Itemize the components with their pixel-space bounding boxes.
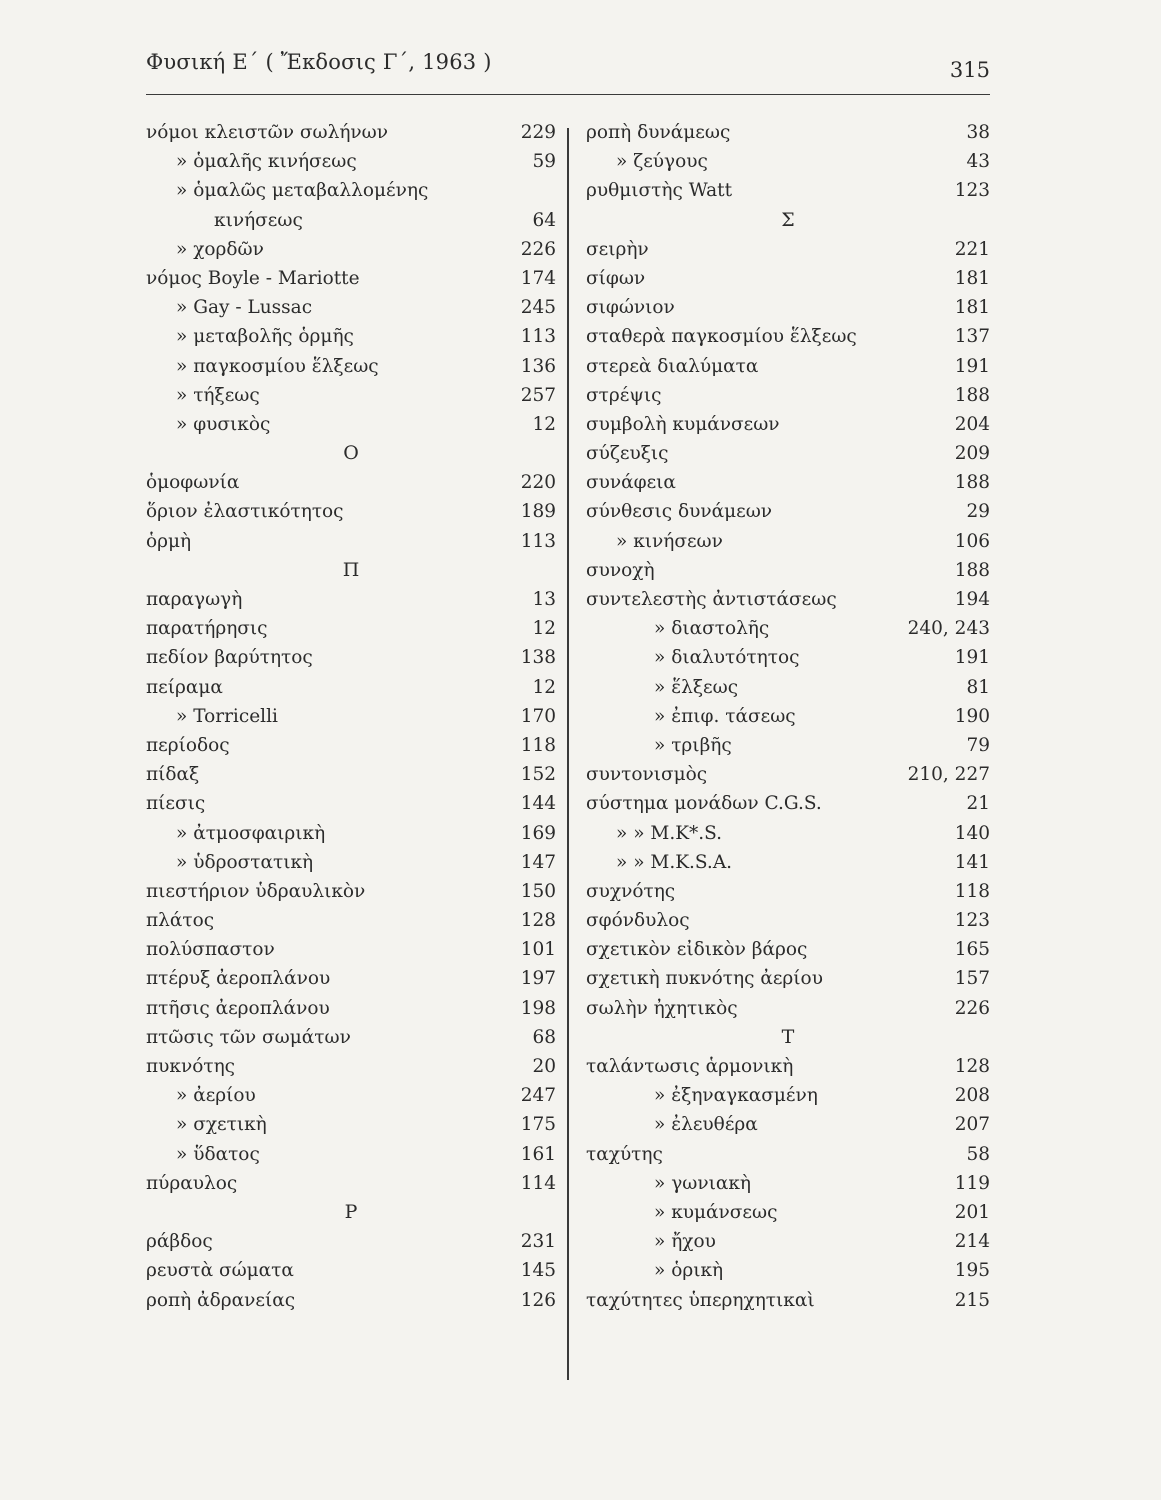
index-term: » ὁμαλῆς κινήσεως bbox=[176, 151, 357, 173]
index-page-ref: 197 bbox=[520, 968, 556, 990]
page-number: 315 bbox=[949, 58, 990, 82]
index-page-ref: 175 bbox=[520, 1114, 556, 1136]
index-page-ref: 137 bbox=[954, 326, 990, 348]
index-term: » ἀερίου bbox=[176, 1085, 256, 1107]
index-entry bbox=[586, 994, 990, 1023]
index-entry bbox=[586, 293, 990, 322]
index-page-ref: 140 bbox=[954, 822, 990, 844]
index-page-ref: 12 bbox=[532, 618, 556, 640]
index-entry bbox=[146, 1169, 556, 1198]
index-term: συντονισμὸς bbox=[586, 764, 708, 786]
index-page-ref: 231 bbox=[520, 1231, 556, 1253]
index-entry bbox=[586, 1227, 990, 1256]
index-page-ref: 64 bbox=[532, 209, 556, 231]
index-page-ref: 208 bbox=[954, 1085, 990, 1107]
index-page-ref: 12 bbox=[532, 413, 556, 435]
index-term: πίεσις bbox=[146, 793, 206, 815]
index-page-ref: 161 bbox=[520, 1143, 556, 1165]
index-term: » » M.K*.S. bbox=[616, 822, 723, 844]
index-page-ref: 226 bbox=[520, 238, 556, 260]
index-page-ref: 114 bbox=[520, 1172, 556, 1194]
index-term: ταχύτης bbox=[586, 1143, 663, 1165]
index-entry bbox=[146, 789, 556, 818]
index-page-ref: 245 bbox=[520, 297, 556, 319]
index-column-left bbox=[146, 118, 556, 1315]
index-entry bbox=[146, 497, 556, 526]
index-entry bbox=[586, 1169, 990, 1198]
index-term: » ὕδατος bbox=[176, 1143, 260, 1165]
index-entry bbox=[586, 439, 990, 468]
index-page-ref: 188 bbox=[954, 384, 990, 406]
index-entry bbox=[586, 176, 990, 205]
index-page-ref: 229 bbox=[520, 122, 556, 143]
index-entry bbox=[586, 1286, 990, 1315]
index-term: » Gay - Lussac bbox=[176, 297, 313, 319]
index-entry bbox=[146, 352, 556, 381]
index-term: ροπὴ ἀδρανείας bbox=[146, 1289, 296, 1311]
index-page-ref: 209 bbox=[954, 443, 990, 465]
index-page-ref: 174 bbox=[520, 267, 556, 289]
index-entry bbox=[586, 235, 990, 264]
index-entry bbox=[146, 760, 556, 789]
index-entry bbox=[146, 147, 556, 176]
index-entry bbox=[146, 381, 556, 410]
index-page-ref: 138 bbox=[520, 647, 556, 669]
index-term: περίοδος bbox=[146, 734, 230, 756]
index-entry bbox=[146, 906, 556, 935]
index-term: σύζευξις bbox=[586, 443, 669, 465]
index-term: στερεὰ διαλύματα bbox=[586, 355, 759, 377]
index-term: παραγωγὴ bbox=[146, 589, 243, 610]
index-term: » διαστολῆς bbox=[654, 618, 770, 640]
index-page-ref: 119 bbox=[954, 1172, 990, 1194]
index-page-ref: 189 bbox=[520, 501, 556, 523]
index-term: συχνότης bbox=[586, 880, 676, 902]
index-term: » ὁμαλῶς μεταβαλλομένης bbox=[176, 180, 429, 202]
index-entry bbox=[586, 1140, 990, 1169]
section-letter: Ρ bbox=[344, 1200, 358, 1223]
index-entry bbox=[146, 1110, 556, 1139]
index-entry bbox=[146, 935, 556, 964]
index-term: σίφων bbox=[586, 267, 646, 289]
index-term: » μεταβολῆς ὁρμῆς bbox=[176, 326, 354, 348]
index-entry bbox=[146, 176, 556, 205]
index-term: πλάτος bbox=[146, 910, 215, 932]
index-entry bbox=[146, 293, 556, 322]
index-page-ref: 128 bbox=[954, 1056, 990, 1077]
index-term: παρατήρησις bbox=[146, 618, 268, 640]
index-page-ref: 147 bbox=[520, 851, 556, 873]
index-term: » ἤχου bbox=[654, 1231, 716, 1253]
index-entry bbox=[146, 964, 556, 993]
index-entry bbox=[586, 147, 990, 176]
index-entry bbox=[586, 964, 990, 993]
index-term: πύραυλος bbox=[146, 1172, 238, 1194]
index-page-ref: 188 bbox=[954, 472, 990, 494]
index-entry bbox=[586, 264, 990, 293]
index-entry bbox=[586, 527, 990, 556]
index-term: » ζεύγους bbox=[616, 151, 708, 173]
index-term: πεδίον βαρύτητος bbox=[146, 647, 313, 669]
index-term: » τήξεως bbox=[176, 384, 260, 406]
section-letter: Σ bbox=[781, 208, 795, 231]
index-page-ref: 207 bbox=[954, 1114, 990, 1136]
index-page-ref: 38 bbox=[966, 122, 990, 143]
page-header bbox=[146, 44, 990, 95]
index-entry bbox=[146, 614, 556, 643]
index-page-ref: 191 bbox=[954, 355, 990, 377]
index-page-ref: 198 bbox=[520, 997, 556, 1019]
index-entry bbox=[586, 731, 990, 760]
index-entry bbox=[146, 1052, 556, 1081]
index-entry bbox=[586, 789, 990, 818]
index-page-ref: 210, 227 bbox=[907, 764, 990, 786]
index-page-ref: 58 bbox=[966, 1143, 990, 1165]
index-term: συμβολὴ κυμάνσεων bbox=[586, 413, 780, 435]
index-entry bbox=[586, 702, 990, 731]
index-term: ὁρμὴ bbox=[146, 530, 192, 552]
index-entry bbox=[146, 877, 556, 906]
index-term: σταθερὰ παγκοσμίου ἕλξεως bbox=[586, 326, 857, 348]
index-term: ταλάντωσις ἁρμονικὴ bbox=[586, 1056, 794, 1077]
index-entry bbox=[586, 322, 990, 351]
index-page-ref: 204 bbox=[954, 413, 990, 435]
index-term: σύνθεσις δυνάμεων bbox=[586, 501, 773, 523]
index-page-ref: 113 bbox=[520, 326, 556, 348]
index-page-ref: 188 bbox=[954, 559, 990, 581]
index-term: » Torricelli bbox=[176, 705, 278, 727]
index-term: ρευστὰ σώματα bbox=[146, 1260, 294, 1282]
index-entry bbox=[146, 527, 556, 556]
index-page-ref: 157 bbox=[954, 968, 990, 990]
index-page-ref: 181 bbox=[954, 297, 990, 319]
index-entry bbox=[586, 906, 990, 935]
index-term: ὁμοφωνία bbox=[146, 472, 240, 494]
index-entry bbox=[586, 877, 990, 906]
section-letter: Τ bbox=[781, 1025, 795, 1048]
index-page-ref: 12 bbox=[532, 676, 556, 698]
index-page-ref: 169 bbox=[520, 822, 556, 844]
index-page-ref: 43 bbox=[966, 151, 990, 173]
index-entry bbox=[146, 585, 556, 614]
index-term: » κυμάνσεως bbox=[654, 1201, 778, 1223]
index-entry bbox=[146, 264, 556, 293]
index-term: ταχύτητες ὑπερηχητικαὶ bbox=[586, 1289, 815, 1311]
index-term: σχετικὴ πυκνότης ἀερίου bbox=[586, 968, 823, 990]
index-term: » διαλυτότητος bbox=[654, 647, 800, 669]
index-entry bbox=[146, 819, 556, 848]
index-page-ref: 101 bbox=[520, 939, 556, 961]
index-entry bbox=[586, 1198, 990, 1227]
index-entry bbox=[586, 468, 990, 497]
index-page-ref: 123 bbox=[954, 180, 990, 202]
index-page-ref: 194 bbox=[954, 589, 990, 610]
index-entry bbox=[146, 322, 556, 351]
index-page-ref: 68 bbox=[532, 1026, 556, 1048]
index-page-ref: 128 bbox=[520, 910, 556, 932]
index-entry bbox=[146, 235, 556, 264]
index-term: κινήσεως bbox=[214, 209, 303, 231]
index-page-ref: 247 bbox=[520, 1085, 556, 1107]
section-letter: Π bbox=[342, 558, 360, 581]
index-term: πτῶσις τῶν σωμάτων bbox=[146, 1026, 351, 1048]
index-term: » φυσικὸς bbox=[176, 413, 271, 435]
index-entry bbox=[146, 848, 556, 877]
index-term: » ἕλξεως bbox=[654, 676, 739, 698]
index-term: σωλὴν ἠχητικὸς bbox=[586, 997, 738, 1019]
index-page-ref: 59 bbox=[532, 151, 556, 173]
index-entry bbox=[146, 731, 556, 760]
index-term: πτέρυξ ἀεροπλάνου bbox=[146, 968, 331, 990]
index-term: νόμοι κλειστῶν σωλήνων bbox=[146, 122, 388, 143]
index-entry bbox=[586, 556, 990, 585]
index-term: νόμος Boyle - Mariotte bbox=[146, 267, 360, 289]
index-page-ref: 152 bbox=[520, 764, 556, 786]
index-entry bbox=[586, 1110, 990, 1139]
index-entry bbox=[146, 1286, 556, 1315]
index-entry bbox=[586, 643, 990, 672]
index-term: συνοχὴ bbox=[586, 559, 655, 581]
index-page-ref: 195 bbox=[954, 1260, 990, 1282]
index-page-ref: 145 bbox=[520, 1260, 556, 1282]
index-page-ref: 220 bbox=[520, 472, 556, 494]
index-term: πτῆσις ἀεροπλάνου bbox=[146, 997, 330, 1019]
index-entry bbox=[586, 819, 990, 848]
index-page-ref: 118 bbox=[520, 734, 556, 756]
index-page-ref: 136 bbox=[520, 355, 556, 377]
index-term: σχετικὸν εἰδικὸν βάρος bbox=[586, 939, 808, 961]
index-term: σφόνδυλος bbox=[586, 910, 690, 932]
index-term: πυκνότης bbox=[146, 1056, 236, 1077]
index-page-ref: 118 bbox=[954, 880, 990, 902]
index-entry bbox=[146, 1081, 556, 1110]
index-page-ref: 214 bbox=[954, 1231, 990, 1253]
index-term: ροπὴ δυνάμεως bbox=[586, 122, 731, 143]
index-page-ref: 191 bbox=[954, 647, 990, 669]
index-term: » ἐξηναγκασμένη bbox=[654, 1085, 818, 1107]
index-entry bbox=[146, 1140, 556, 1169]
index-page-ref: 123 bbox=[954, 910, 990, 932]
index-page-ref: 226 bbox=[954, 997, 990, 1019]
index-term: » κινήσεων bbox=[616, 530, 723, 552]
index-entry bbox=[146, 673, 556, 702]
index-entry bbox=[146, 118, 556, 147]
index-entry bbox=[146, 702, 556, 731]
index-page-ref: 79 bbox=[966, 734, 990, 756]
index-page-ref: 221 bbox=[954, 238, 990, 260]
index-page-ref: 150 bbox=[520, 880, 556, 902]
index-term: » χορδῶν bbox=[176, 238, 264, 260]
index-page-ref: 215 bbox=[954, 1289, 990, 1311]
index-entry bbox=[146, 1227, 556, 1256]
index-entry bbox=[586, 118, 990, 147]
index-term: ράβδος bbox=[146, 1231, 213, 1253]
index-term: » ἐπιφ. τάσεως bbox=[654, 705, 796, 727]
index-page-ref: 20 bbox=[532, 1056, 556, 1077]
index-page-ref: 13 bbox=[532, 589, 556, 610]
index-page-ref: 240, 243 bbox=[907, 618, 990, 640]
index-entry bbox=[586, 585, 990, 614]
index-page-ref: 81 bbox=[966, 676, 990, 698]
index-page-ref: 165 bbox=[954, 939, 990, 961]
index-term: » τριβῆς bbox=[654, 734, 732, 756]
index-page-ref: 29 bbox=[966, 501, 990, 523]
index-entry bbox=[146, 206, 556, 235]
index-entry bbox=[586, 760, 990, 789]
index-term: συντελεστὴς ἀντιστάσεως bbox=[586, 589, 837, 610]
index-entry bbox=[586, 848, 990, 877]
index-page-ref: 106 bbox=[954, 530, 990, 552]
index-term: στρέψις bbox=[586, 384, 662, 406]
index-page-ref: 144 bbox=[520, 793, 556, 815]
index-entry bbox=[146, 410, 556, 439]
index-entry bbox=[586, 352, 990, 381]
index-entry bbox=[146, 468, 556, 497]
index-term: πιεστήριον ὑδραυλικὸν bbox=[146, 880, 366, 902]
index-term: » ἀτμοσφαιρικὴ bbox=[176, 822, 326, 844]
index-entry bbox=[586, 935, 990, 964]
index-entry bbox=[586, 673, 990, 702]
index-term: πίδαξ bbox=[146, 764, 200, 786]
index-page-ref: 201 bbox=[954, 1201, 990, 1223]
index-entry bbox=[586, 1052, 990, 1081]
index-entry bbox=[146, 1256, 556, 1285]
index-term: » γωνιακὴ bbox=[654, 1172, 751, 1194]
index-entry bbox=[586, 1256, 990, 1285]
index-page-ref: 141 bbox=[954, 851, 990, 873]
index-term: » ἐλευθέρα bbox=[654, 1114, 758, 1136]
index-entry bbox=[146, 1023, 556, 1052]
index-term: ρυθμιστὴς Watt bbox=[586, 180, 733, 202]
index-page-ref: 21 bbox=[966, 793, 990, 815]
index-term: » » M.K.S.A. bbox=[616, 851, 733, 873]
index-page-ref: 257 bbox=[520, 384, 556, 406]
index-entry bbox=[146, 994, 556, 1023]
index-entry bbox=[146, 643, 556, 672]
running-title: Φυσική Ε΄ ( Ἔκδοσις Γ΄, 1963 ) bbox=[146, 50, 492, 74]
index-term: » παγκοσμίου ἕλξεως bbox=[176, 355, 379, 377]
index-entry bbox=[586, 614, 990, 643]
index-entry bbox=[586, 497, 990, 526]
column-divider bbox=[567, 128, 569, 1380]
index-column-right bbox=[586, 118, 990, 1315]
section-letter: Ο bbox=[343, 442, 359, 465]
index-term: πείραμα bbox=[146, 676, 223, 698]
index-page-ref: 190 bbox=[954, 705, 990, 727]
index-term: σειρὴν bbox=[586, 238, 649, 260]
index-term: ὅριον ἐλαστικότητος bbox=[146, 501, 344, 523]
index-term: σύστημα μονάδων C.G.S. bbox=[586, 793, 822, 815]
index-term: σιφώνιον bbox=[586, 297, 675, 319]
index-entry bbox=[586, 410, 990, 439]
index-page-ref: 181 bbox=[954, 267, 990, 289]
index-entry bbox=[586, 1081, 990, 1110]
index-entry bbox=[586, 381, 990, 410]
index-page-ref: 170 bbox=[520, 705, 556, 727]
index-term: » ὑδροστατικὴ bbox=[176, 851, 314, 873]
index-term: συνάφεια bbox=[586, 472, 676, 494]
index-page-ref: 126 bbox=[520, 1289, 556, 1311]
index-page-ref: 113 bbox=[520, 530, 556, 552]
index-term: πολύσπαστον bbox=[146, 939, 275, 961]
index-term: » σχετικὴ bbox=[176, 1114, 267, 1136]
index-term: » ὁρικὴ bbox=[654, 1260, 724, 1282]
